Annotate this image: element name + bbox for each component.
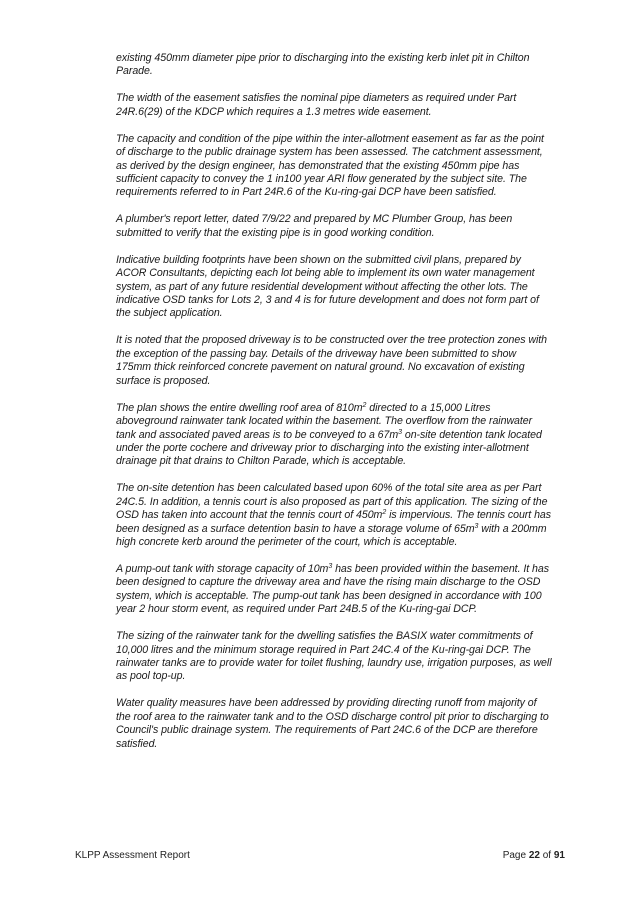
page-body (116, 52, 552, 765)
paragraph-on-site-detention (116, 482, 552, 549)
page-number: 22 (528, 850, 540, 861)
paragraph-roof-area (116, 402, 552, 469)
paragraph-pipe-discharge: existing 450mm diameter pipe prior to discharging into the existing kerb inlet pit in Chilton Parade. (116, 52, 530, 78)
text-segment: has been provided within the basement. It has been designed to capture the driveway area and have the rising main discharge to the OSD system, which is acceptable. The pump-out tank has been designed in accordance with 100 year 2 hour storm event, as required under Part 24B.5 of the Ku-ring-gai DCP. (116, 562, 549, 616)
paragraph-easement-width: The width of the easement satisfies the nominal pipe diameters as required under Part 24R.6(29) of the KDCP which requires a 1.3 metres wide easement. (116, 92, 517, 118)
text-segment: The plan shows the entire dwelling roof area of 810m (116, 401, 363, 414)
text-segment: with a 200mm high concrete kerb around the perimeter of the court, which is acceptable. (116, 522, 547, 548)
page-indicator (503, 850, 565, 861)
superscript: 2 (382, 509, 387, 517)
paragraph-driveway: It is noted that the proposed driveway is to be constructed over the tree protection zones with the exception of the passing bay. Details of the driveway have been submitted to show 175mm thick reinforced concrete pavement on natural ground. No excavation of existing surface is proposed. (116, 334, 548, 387)
paragraph-pipe-capacity: The capacity and condition of the pipe within the inter-allotment easement as far as the point of discharge to the public drainage system has been assessed. The catchment assessment, as derived by the design engineer, has demonstrated that the existing 450mm pipe has sufficient capacity to convey the 1 in100 year ARI flow generated by the subject site. The requirements referred to in Part 24R.6 of the Ku-ring-gai DCP have been satisfied. (116, 132, 544, 199)
page-footer (75, 850, 565, 866)
text-segment: is impervious. The tennis court has been designed as a surface detention basin to have a storage volume of 65m (116, 509, 552, 535)
of-label: of (542, 850, 552, 861)
text-segment: on-site detention tank located under the porte cochere and driveway prior to discharging into the existing inter-allotment drainage pit that drains to Chilton Parade, which is acceptable. (116, 428, 542, 468)
text-segment: A pump-out tank with storage capacity of 10m (116, 562, 329, 575)
page-label: Page (502, 850, 527, 861)
superscript: 3 (474, 522, 479, 530)
paragraph-water-quality: Water quality measures have been addressed by providing directing runoff from majority of the roof area to the rainwater tank and to the OSD discharge control pit prior to discharging to Council's public drainage system. The requirements of Part 24C.6 of the DCP are therefore satisfied. (116, 697, 549, 750)
superscript: 2 (362, 401, 367, 409)
paragraph-pump-out-tank (116, 563, 552, 617)
superscript: 3 (398, 428, 402, 436)
text-segment: The on-site detention has been calculated based upon 60% of the total site area as per Part 24C.5. In addition, a tennis court is also proposed as part of this application. The sizing of the OSD has taken into account that the tennis court of 450m (116, 482, 548, 522)
text-segment: directed to a 15,000 Litres aboveground rainwater tank located within the basement. The overflow from the rainwater tank and associated paved areas is to be conveyed to a 67m (116, 401, 533, 441)
superscript: 3 (328, 562, 333, 570)
paragraph-rainwater-tank: The sizing of the rainwater tank for the dwelling satisfies the BASIX water commitments of 10,000 litres and the minimum storage required in Part 24C.4 of the Ku-ring-gai DCP. The rainwater tanks are to provide water for toilet flushing, laundry use, irrigation purposes, as well as pool top-up. (116, 630, 552, 683)
paragraph-building-footprints: Indicative building footprints have been shown on the submitted civil plans, prepared by ACOR Consultants, depicting each lot being able to implement its own water management system, as part of any future residential development without affecting the other lots. The indicative OSD tanks for Lots 2, 3 and 4 is for future development and does not form part of the subject application. (116, 253, 539, 320)
total-pages: 91 (553, 850, 565, 861)
report-title: KLPP Assessment Report (75, 850, 190, 861)
paragraph-plumber-report: A plumber's report letter, dated 7/9/22 and prepared by MC Plumber Group, has been submitted to verify that the existing pipe is in good working condition. (116, 213, 513, 239)
